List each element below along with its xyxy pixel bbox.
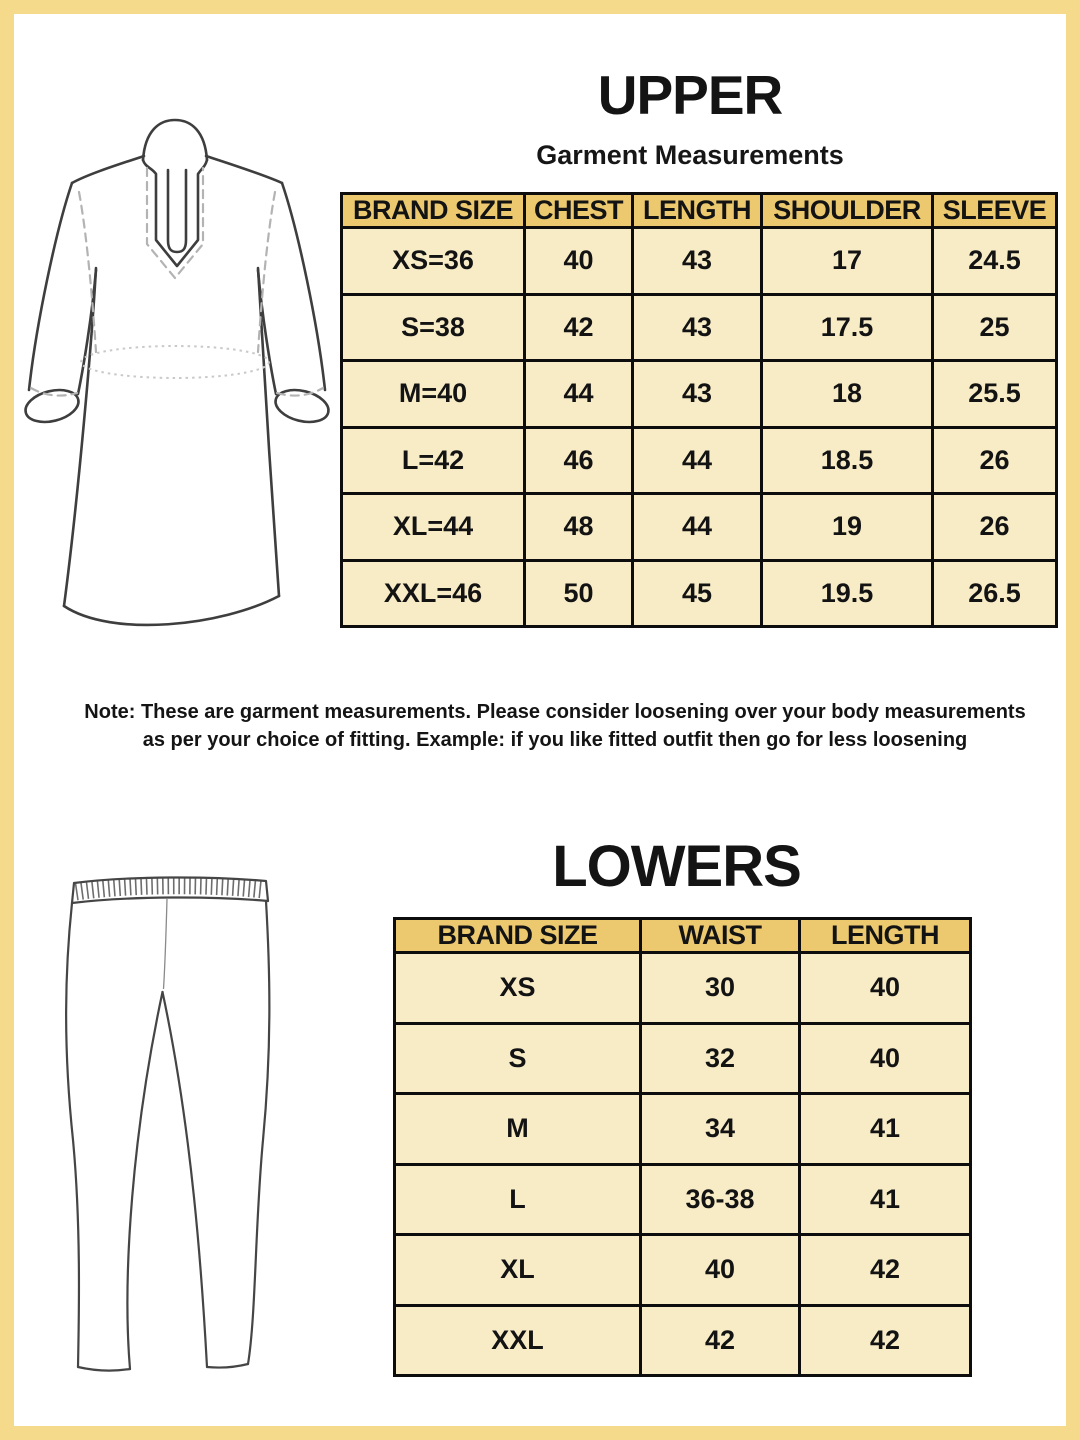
table-cell: 40 [641, 1235, 800, 1306]
table-row [395, 1235, 971, 1306]
table-row [342, 228, 1057, 295]
table-cell: 26.5 [933, 560, 1057, 627]
table-cell: 34 [641, 1094, 800, 1165]
table-cell: 26 [933, 427, 1057, 494]
header-row [395, 919, 971, 953]
table-cell: 41 [800, 1164, 971, 1235]
table-cell: 19.5 [762, 560, 933, 627]
upper-measurements-table [340, 192, 1058, 628]
column-header: LENGTH [800, 919, 971, 953]
table-cell: 32 [641, 1023, 800, 1094]
table-cell: 45 [633, 560, 762, 627]
table-cell: 43 [633, 294, 762, 361]
table-row [395, 1094, 971, 1165]
table-row [342, 560, 1057, 627]
lowers-measurements-table [393, 917, 972, 1377]
table-cell: 40 [800, 953, 971, 1024]
note-line-2: as per your choice of fitting. Example: if you like fitted outfit then go for less loosening [142, 729, 968, 751]
table-cell: S=38 [342, 294, 525, 361]
table-cell: XS=36 [342, 228, 525, 295]
table-cell: M [395, 1094, 641, 1165]
table-cell: 44 [633, 427, 762, 494]
table-cell: 42 [800, 1235, 971, 1306]
table-cell: 19 [762, 494, 933, 561]
table-cell: 44 [633, 494, 762, 561]
kurta-illustration [22, 110, 342, 670]
measurement-note [29, 698, 1080, 754]
table-row [395, 1305, 971, 1376]
pants-illustration [60, 875, 280, 1380]
table-cell: M=40 [342, 361, 525, 428]
table-cell: 17 [762, 228, 933, 295]
table-row [395, 953, 971, 1024]
column-header: SLEEVE [933, 194, 1057, 228]
table-cell: 18.5 [762, 427, 933, 494]
column-header: SHOULDER [762, 194, 933, 228]
table-cell: XL=44 [342, 494, 525, 561]
upper-subtitle: Garment Measurements [536, 140, 844, 170]
table-cell: L=42 [342, 427, 525, 494]
table-row [395, 1023, 971, 1094]
table-cell: XXL=46 [342, 560, 525, 627]
table-cell: 25 [933, 294, 1057, 361]
table-cell: 50 [525, 560, 633, 627]
table-row [342, 427, 1057, 494]
table-cell: 17.5 [762, 294, 933, 361]
table-cell: XXL [395, 1305, 641, 1376]
table-row [342, 361, 1057, 428]
table-row [342, 494, 1057, 561]
note-line-1: Note: These are garment measurements. Please consider loosening over your body measurements [84, 701, 1026, 723]
table-cell: 43 [633, 228, 762, 295]
table-row [395, 1164, 971, 1235]
table-cell: 42 [525, 294, 633, 361]
table-cell: 42 [641, 1305, 800, 1376]
table-cell: 48 [525, 494, 633, 561]
table-cell: 41 [800, 1094, 971, 1165]
table-cell: 40 [525, 228, 633, 295]
table-cell: 24.5 [933, 228, 1057, 295]
table-cell: 30 [641, 953, 800, 1024]
table-cell: 25.5 [933, 361, 1057, 428]
column-header: BRAND SIZE [395, 919, 641, 953]
table-cell: 40 [800, 1023, 971, 1094]
column-header: BRAND SIZE [342, 194, 525, 228]
table-row [342, 294, 1057, 361]
table-cell: S [395, 1023, 641, 1094]
table-cell: 43 [633, 361, 762, 428]
lowers-title: LOWERS [552, 834, 801, 899]
header-row [342, 194, 1057, 228]
table-cell: XS [395, 953, 641, 1024]
table-cell: XL [395, 1235, 641, 1306]
column-header: LENGTH [633, 194, 762, 228]
column-header: CHEST [525, 194, 633, 228]
table-cell: L [395, 1164, 641, 1235]
table-cell: 36-38 [641, 1164, 800, 1235]
upper-title: UPPER [597, 64, 783, 126]
table-cell: 46 [525, 427, 633, 494]
table-cell: 44 [525, 361, 633, 428]
column-header: WAIST [641, 919, 800, 953]
table-cell: 42 [800, 1305, 971, 1376]
table-cell: 18 [762, 361, 933, 428]
table-cell: 26 [933, 494, 1057, 561]
